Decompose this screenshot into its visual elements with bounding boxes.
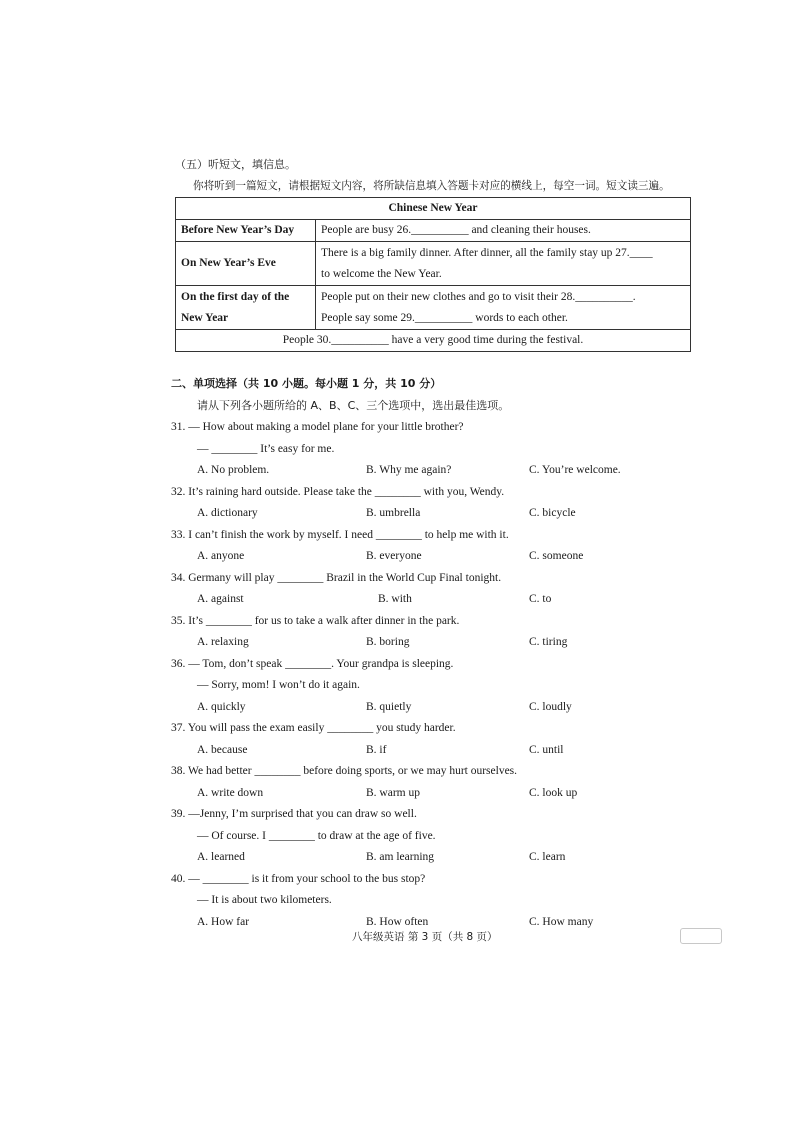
option-b: B. boring xyxy=(366,636,410,648)
option-a: A. because xyxy=(197,744,248,756)
page-footer: 八年级英语 第 3 页（共 8 页） xyxy=(352,931,498,943)
option-b: B. with xyxy=(378,593,412,605)
row-label-line: On the first day of the xyxy=(181,290,290,303)
option-b: B. everyone xyxy=(366,550,422,562)
option-c: C. until xyxy=(529,744,564,756)
question-stem: 33. I can’t finish the work by myself. I need ________ to help me with it. xyxy=(171,529,509,541)
row-content xyxy=(316,286,691,330)
question-reply: — Sorry, mom! I won’t do it again. xyxy=(197,679,360,691)
row-label: Before New Year’s Day xyxy=(176,220,316,242)
row-content xyxy=(316,242,691,286)
table-row xyxy=(176,242,691,286)
row-content: People are busy 26.__________ and cleaning their houses. xyxy=(316,220,691,242)
option-b: B. quietly xyxy=(366,701,412,713)
question-stem: 32. It’s raining hard outside. Please take the ________ with you, Wendy. xyxy=(171,486,505,498)
row-label-line: New Year xyxy=(181,311,229,324)
option-b: B. umbrella xyxy=(366,507,421,519)
section5-instruction: 你将听到一篇短文，请根据短文内容，将所缺信息填入答题卡对应的横线上，每空一词。短文读三遍。 xyxy=(193,180,670,192)
question-stem: 36. — Tom, don’t speak ________. Your grandpa is sleeping. xyxy=(171,658,454,670)
watermark-stamp xyxy=(680,928,722,944)
option-a: A. How far xyxy=(197,916,250,928)
option-c: C. learn xyxy=(529,851,566,863)
option-b: B. am learning xyxy=(366,851,435,863)
question-stem: 31. — How about making a model plane for your little brother? xyxy=(171,421,464,433)
option-a: A. against xyxy=(197,593,244,605)
question-stem: 38. We had better ________ before doing sports, or we may hurt ourselves. xyxy=(171,765,518,777)
row-content-line: to welcome the New Year. xyxy=(321,267,442,280)
option-a: A. relaxing xyxy=(197,636,249,648)
question-stem: 39. —Jenny, I’m surprised that you can draw so well. xyxy=(171,808,417,820)
question-reply: — It is about two kilometers. xyxy=(197,894,332,906)
option-c: C. look up xyxy=(529,787,578,799)
option-a: A. quickly xyxy=(197,701,246,713)
section2-instruction: 请从下列各小题所给的 A、B、C、三个选项中，选出最佳选项。 xyxy=(197,399,510,412)
option-c: C. to xyxy=(529,593,552,605)
table-title: Chinese New Year xyxy=(176,198,691,220)
question-reply: — ________ It’s easy for me. xyxy=(197,443,335,455)
option-b: B. Why me again? xyxy=(366,464,452,476)
option-c: C. someone xyxy=(529,550,584,562)
option-c: C. How many xyxy=(529,916,594,928)
table-row xyxy=(176,286,691,330)
option-a: A. write down xyxy=(197,787,264,799)
question-stem: 37. You will pass the exam easily ________ you study harder. xyxy=(171,722,456,734)
question-stem: 35. It’s ________ for us to take a walk after dinner in the park. xyxy=(171,615,460,627)
row-label xyxy=(176,286,316,330)
option-a: A. No problem. xyxy=(197,464,270,476)
option-c: C. You’re welcome. xyxy=(529,464,621,476)
row-label: On New Year’s Eve xyxy=(176,242,316,286)
row-content-line: People put on their new clothes and go to visit their 28.__________. xyxy=(321,290,636,303)
table-row xyxy=(176,220,691,242)
option-c: C. loudly xyxy=(529,701,572,713)
row-content-line: People say some 29.__________ words to each other. xyxy=(321,311,568,324)
option-b: B. if xyxy=(366,744,387,756)
question-reply: — Of course. I ________ to draw at the age of five. xyxy=(197,830,436,842)
row-content-line: There is a big family dinner. After dinner, all the family stay up 27.____ xyxy=(321,246,653,259)
option-a: A. dictionary xyxy=(197,507,258,519)
question-stem: 40. — ________ is it from your school to the bus stop? xyxy=(171,873,426,885)
option-c: C. tiring xyxy=(529,636,568,648)
table-footer-row: People 30.__________ have a very good time during the festival. xyxy=(176,330,691,352)
option-b: B. warm up xyxy=(366,787,420,799)
section5-heading: （五）听短文，填信息。 xyxy=(175,158,296,171)
option-b: B. How often xyxy=(366,916,429,928)
section2-heading: 二、单项选择（共 10 小题。每小题 1 分，共 10 分） xyxy=(171,377,442,390)
option-a: A. anyone xyxy=(197,550,245,562)
option-c: C. bicycle xyxy=(529,507,576,519)
chinese-new-year-table xyxy=(175,197,691,352)
question-stem: 34. Germany will play ________ Brazil in the World Cup Final tonight. xyxy=(171,572,502,584)
option-a: A. learned xyxy=(197,851,245,863)
